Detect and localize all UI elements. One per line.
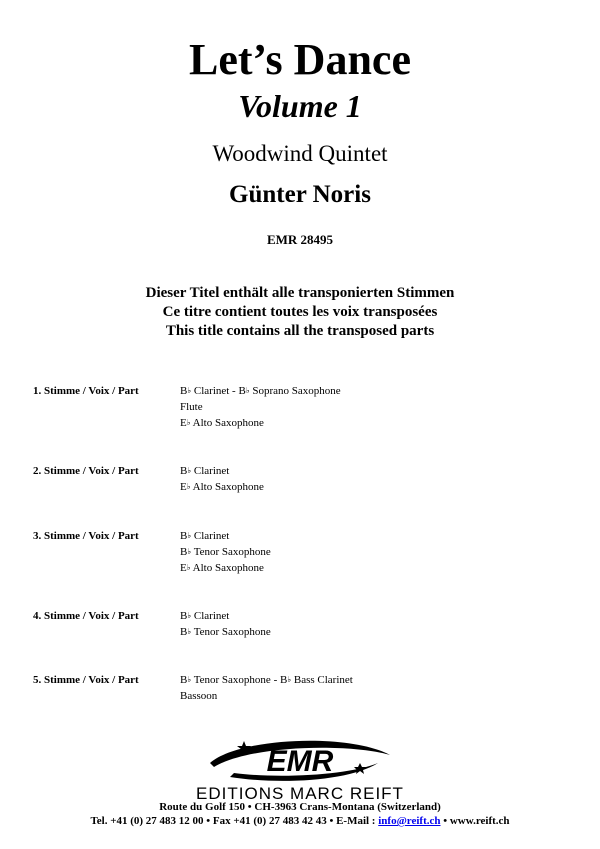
key-letter: B — [180, 385, 188, 397]
instrument-line — [180, 383, 341, 399]
instrument-line — [180, 399, 203, 415]
instrument-name: Tenor Saxophone - — [193, 674, 280, 686]
key-letter: E — [180, 417, 187, 429]
flat-icon: ♭ — [186, 563, 191, 572]
instrument-name: Alto Saxophone — [192, 417, 264, 429]
volume-subtitle: Volume 1 — [238, 88, 362, 124]
flat-icon: ♭ — [187, 547, 192, 556]
instrument-line — [180, 463, 229, 479]
instrument-name: Tenor Saxophone — [193, 626, 271, 638]
instrument-name: Clarinet - — [193, 385, 239, 397]
instrument-name: Bassoon — [180, 690, 218, 702]
instrument-name: Tenor Saxophone — [193, 546, 271, 558]
key-letter: B — [180, 530, 188, 542]
emr-logo-icon — [200, 733, 400, 785]
publisher-contact — [0, 814, 600, 828]
key-letter: B — [238, 385, 246, 397]
part-label-1: 1. Stimme / Voix / Part — [33, 385, 139, 397]
page-title: Let’s Dance — [189, 35, 411, 84]
flat-icon: ♭ — [186, 482, 191, 491]
key-letter: B — [180, 610, 188, 622]
publisher-address: Route du Golf 150 • CH-3963 Crans-Montana (Switzerland) — [159, 801, 441, 813]
logo-text: EMR — [266, 745, 334, 778]
key-letter: E — [180, 481, 187, 493]
flat-icon: ♭ — [187, 386, 192, 395]
instrument-name: Clarinet — [193, 465, 230, 477]
instrument-line — [180, 415, 264, 431]
key-letter: E — [180, 562, 187, 574]
instrument-name: Alto Saxophone — [192, 562, 264, 574]
instrument-line — [180, 479, 264, 495]
part-label-5: 5. Stimme / Voix / Part — [33, 674, 139, 686]
instrument-line — [180, 544, 271, 560]
key-letter: B — [180, 465, 188, 477]
notice-english: This title contains all the transposed parts — [165, 323, 435, 339]
flat-icon: ♭ — [187, 611, 192, 620]
instrument-name: Bass Clarinet — [293, 674, 353, 686]
instrument-line — [180, 672, 353, 688]
key-letter: B — [279, 674, 288, 686]
part-label-2: 2. Stimme / Voix / Part — [33, 465, 139, 477]
publisher-name: EDITIONS MARC REIFT — [196, 784, 404, 803]
instrument-name: Soprano Saxophone — [252, 385, 341, 397]
key-letter: B — [180, 674, 188, 686]
part-label-4: 4. Stimme / Voix / Part — [33, 610, 139, 622]
key-letter: B — [180, 626, 188, 638]
key-letter: B — [180, 546, 188, 558]
part-label-3: 3. Stimme / Voix / Part — [33, 530, 139, 542]
instrument-name: Alto Saxophone — [192, 481, 264, 493]
catalog-number: EMR 28495 — [266, 232, 334, 247]
flat-icon: ♭ — [245, 386, 250, 395]
ensemble-label: Woodwind Quintet — [212, 141, 388, 166]
instrument-line — [180, 624, 271, 640]
contact-phone-fax: Tel. +41 (0) 27 483 12 00 • Fax +41 (0) 27 483 42 43 • E-Mail : — [90, 815, 379, 827]
instrument-name: Clarinet — [193, 610, 230, 622]
instrument-name: Clarinet — [193, 530, 230, 542]
flat-icon: ♭ — [187, 627, 192, 636]
instrument-line — [180, 528, 229, 544]
instrument-line — [180, 608, 229, 624]
flat-icon: ♭ — [187, 466, 192, 475]
composer-name: Günter Noris — [229, 181, 371, 208]
instrument-name: Flute — [180, 401, 203, 413]
flat-icon: ♭ — [186, 418, 191, 427]
instrument-line — [180, 688, 217, 704]
instrument-line — [180, 560, 264, 576]
notice-german: Dieser Titel enthält alle transponierten Stimmen — [145, 285, 455, 301]
email-link[interactable]: info@reift.ch — [378, 815, 441, 827]
flat-icon: ♭ — [187, 675, 192, 684]
website: • www.reift.ch — [440, 815, 510, 827]
flat-icon: ♭ — [187, 531, 192, 540]
flat-icon: ♭ — [287, 675, 292, 684]
notice-french: Ce titre contient toutes les voix transposées — [162, 304, 438, 320]
